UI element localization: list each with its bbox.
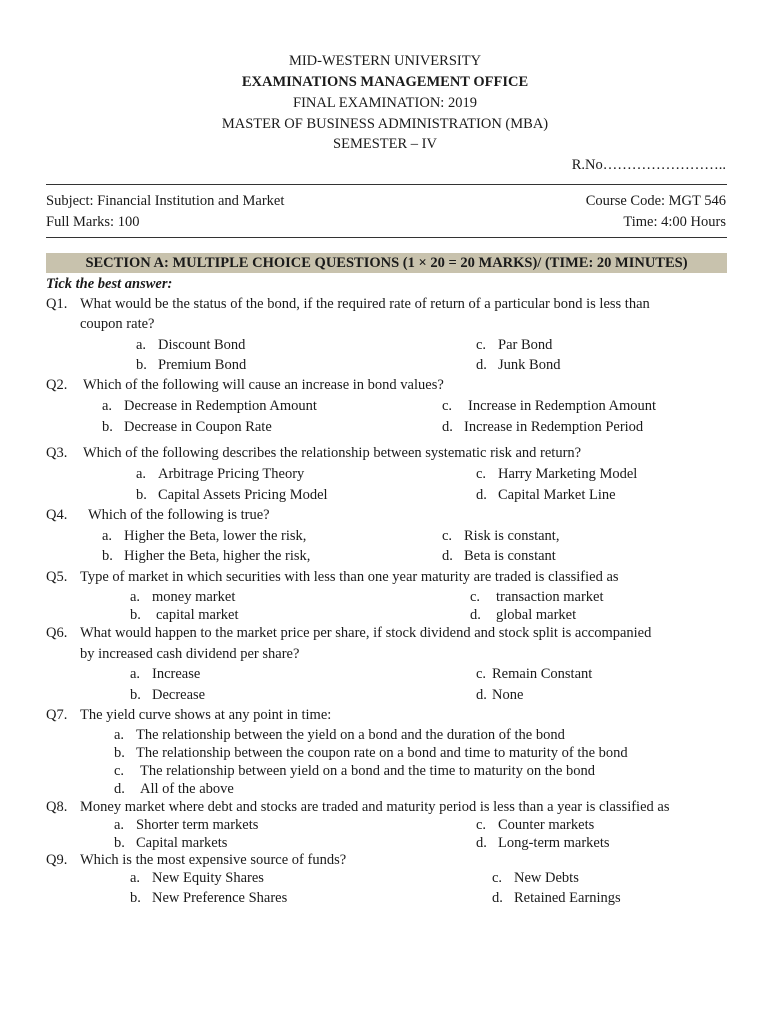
option-text: Increase in Redemption Period [464,419,644,435]
option-letter: a. [114,727,125,743]
option-text: Retained Earnings [514,890,621,906]
option-letter: d. [476,357,487,373]
option-text: None [492,687,524,703]
option-letter: d. [114,781,125,797]
question-text-cont: coupon rate? [80,316,155,332]
option-letter: d. [470,607,481,623]
option-letter: c. [476,817,487,833]
option-text: Remain Constant [492,666,593,682]
option-text: Counter markets [498,817,595,833]
section-title: SECTION A: MULTIPLE CHOICE QUESTIONS (1 × 20 = 20 MARKS)/ (TIME: 20 MINUTES) [85,255,688,271]
option-text: global market [496,607,577,623]
question-text: The yield curve shows at any point in time: [80,707,332,723]
option-text: Premium Bond [158,357,247,373]
question-text: Which of the following is true? [88,507,270,523]
option-letter: b. [130,890,141,906]
option-letter: b. [130,687,141,703]
option-text: transaction market [496,589,604,605]
option-letter: d. [476,835,487,851]
option-letter: d. [442,548,453,564]
option-letter: a. [130,870,141,886]
question-number: Q2. [46,377,68,393]
option-text: The relationship between yield on a bond and the time to maturity on the bond [140,763,596,779]
university-name: MID-WESTERN UNIVERSITY [288,53,482,69]
option-letter: d. [476,487,487,503]
option-letter: c. [442,398,453,414]
option-text: Par Bond [498,337,553,353]
option-text: The relationship between the coupon rate on a bond and time to maturity of the bond [136,745,628,761]
option-letter: a. [102,528,113,544]
option-letter: c. [476,666,487,682]
option-letter: b. [130,607,141,623]
question-text: Which of the following will cause an increase in bond values? [83,377,444,393]
option-letter: a. [114,817,125,833]
exam-time: Time: 4:00 Hours [623,214,726,230]
option-text: capital market [156,607,239,623]
option-letter: b. [114,745,125,761]
question-number: Q7. [46,707,68,723]
option-text: Beta is constant [464,548,556,564]
option-text: Arbitrage Pricing Theory [158,466,305,482]
option-letter: a. [136,466,147,482]
question-number: Q6. [46,625,68,641]
option-letter: b. [136,487,147,503]
option-text: Capital markets [136,835,228,851]
option-letter: d. [476,687,487,703]
header-rule-bottom [46,237,727,238]
option-letter: b. [102,419,113,435]
option-letter: a. [136,337,147,353]
question-number: Q5. [46,569,68,585]
option-text: Risk is constant, [464,528,560,544]
semester: SEMESTER – IV [333,136,437,152]
option-letter: c. [476,337,487,353]
option-text: All of the above [140,781,234,797]
question-text: Money market where debt and stocks are traded and maturity period is less than a year is classified as [80,799,670,815]
option-letter: d. [442,419,453,435]
full-marks: Full Marks: 100 [46,214,140,230]
option-letter: b. [114,835,125,851]
subject: Subject: Financial Institution and Market [46,193,285,209]
header-rule-top [46,184,727,185]
option-text: New Debts [514,870,579,886]
question-number: Q3. [46,445,68,461]
option-letter: c. [114,763,125,779]
option-letter: c. [476,466,487,482]
option-letter: c. [442,528,453,544]
question-number: Q8. [46,799,68,815]
option-text: Decrease [152,687,206,703]
option-text: Decrease in Coupon Rate [124,419,272,435]
office-name: EXAMINATIONS MANAGEMENT OFFICE [241,74,529,90]
option-text: Decrease in Redemption Amount [124,398,317,414]
exam-title: FINAL EXAMINATION: 2019 [293,95,477,111]
option-text: Higher the Beta, higher the risk, [124,548,311,564]
option-text: money market [152,589,236,605]
question-number: Q4. [46,507,68,523]
option-letter: c. [470,589,481,605]
question-text: Which is the most expensive source of funds? [80,852,347,868]
option-letter: a. [130,666,141,682]
option-text: New Equity Shares [152,870,264,886]
option-text: The relationship between the yield on a bond and the duration of the bond [136,727,565,743]
option-letter: c. [492,870,503,886]
instruction: Tick the best answer: [46,276,173,292]
option-text: Capital Market Line [498,487,616,503]
option-text: New Preference Shares [152,890,288,906]
option-text: Higher the Beta, lower the risk, [124,528,307,544]
question-text-cont: by increased cash dividend per share? [80,646,300,662]
option-text: Long-term markets [498,835,610,851]
question-number: Q1. [46,296,68,312]
question-text: Type of market in which securities with less than one year maturity are traded is classified as [80,569,619,585]
option-text: Harry Marketing Model [498,466,638,482]
program-name: MASTER OF BUSINESS ADMINISTRATION (MBA) [221,116,549,132]
option-letter: a. [130,589,141,605]
option-text: Junk Bond [498,357,561,373]
question-text: What would be the status of the bond, if the required rate of return of a particular bond is less than [80,296,650,312]
option-text: Increase in Redemption Amount [468,398,657,414]
option-letter: a. [102,398,113,414]
question-text: What would happen to the market price per share, if stock dividend and stock split is accompanied [80,625,652,641]
question-text: Which of the following describes the relationship between systematic risk and return? [83,445,582,461]
course-code: Course Code: MGT 546 [585,193,726,209]
question-number: Q9. [46,852,68,868]
option-letter: d. [492,890,503,906]
roll-number: R.No…………………….. [571,157,726,173]
option-text: Shorter term markets [136,817,259,833]
option-text: Increase [152,666,201,682]
option-letter: b. [136,357,147,373]
option-letter: b. [102,548,113,564]
option-text: Capital Assets Pricing Model [158,487,328,503]
option-text: Discount Bond [158,337,246,353]
